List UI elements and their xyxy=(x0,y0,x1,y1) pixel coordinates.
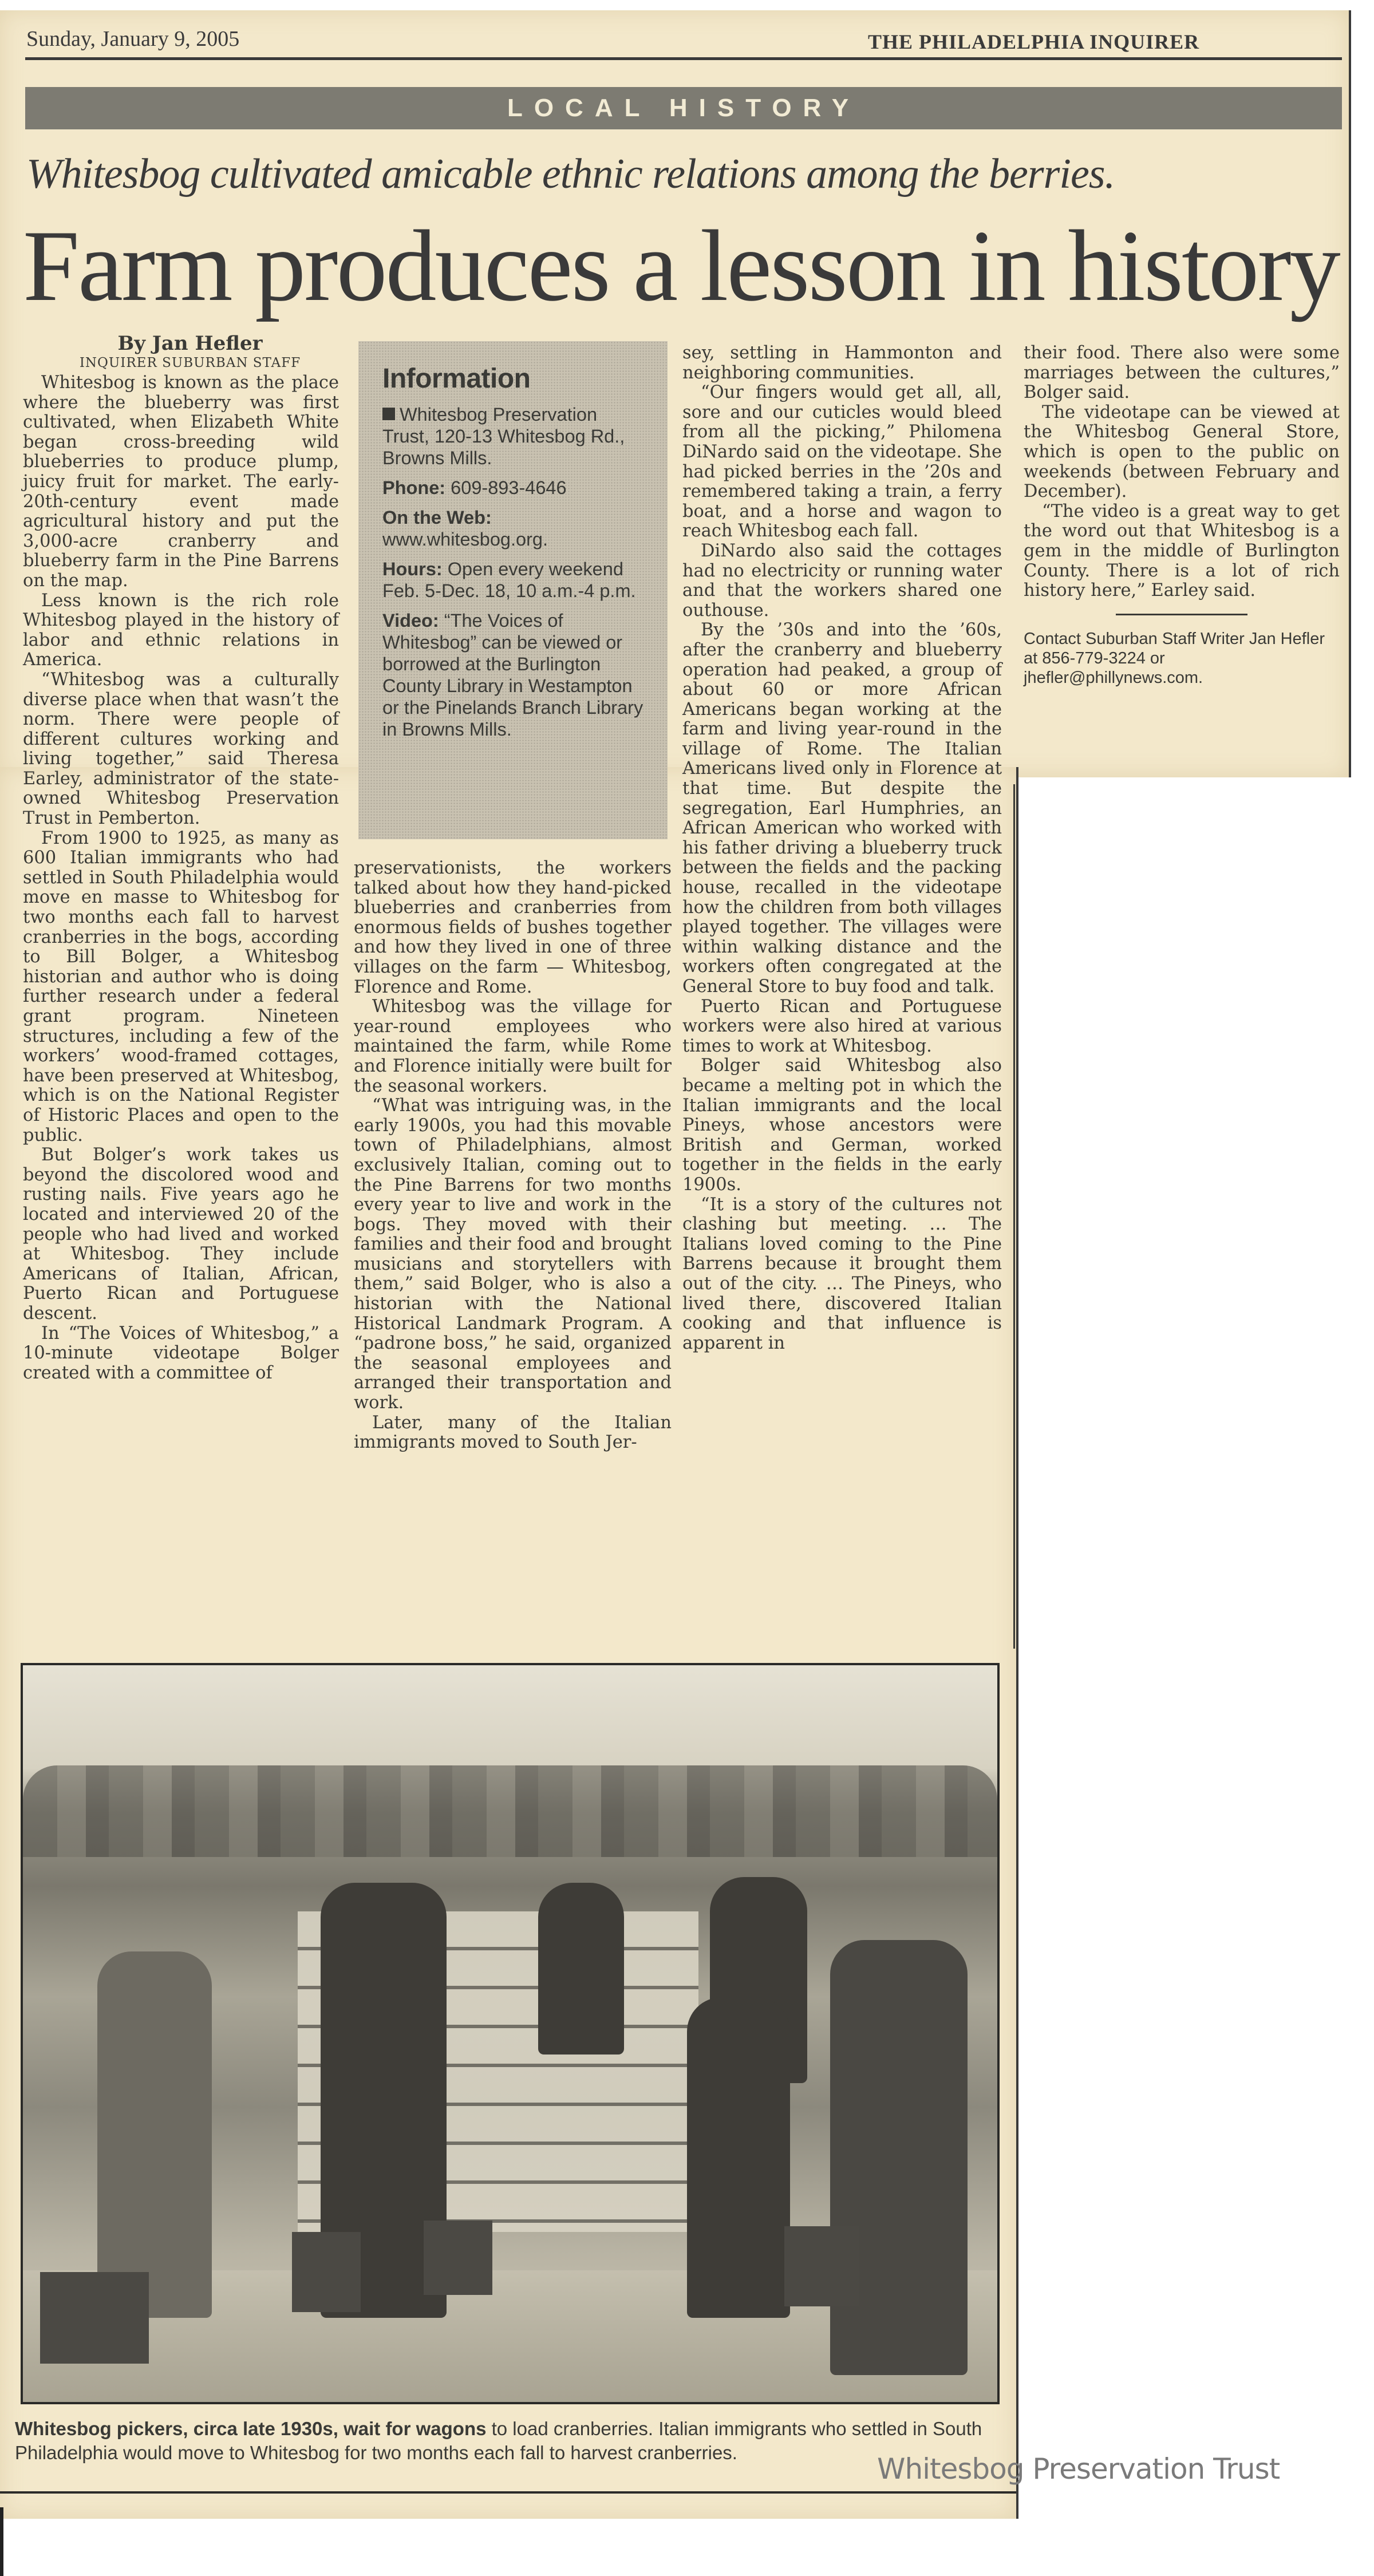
column-rule xyxy=(1013,784,1015,1649)
historic-photo-cranberry-pickers xyxy=(21,1663,1000,2404)
web-link[interactable]: www.whitesbog.org. xyxy=(382,529,548,550)
paragraph: Bolger said Whitesbog also became a melting pot in which the Italian immigrants and the local Pineys, whose ancestors were British and German, worked together in the fields in the early 1900s. xyxy=(682,1056,1002,1195)
caption-text: to load cranberries. Italian immigrants who settled in South Philadelphia would move to Whitesbog for two months each fall to harvest cranberries. xyxy=(15,2418,982,2463)
article-column-2 xyxy=(354,859,672,1453)
paragraph: sey, settling in Hammonton and neighboring communities. xyxy=(682,343,1002,383)
watermark: Whitesbog Preservation Trust xyxy=(877,2452,1280,2486)
infobox-hours: Hours: Open every weekend Feb. 5-Dec. 18, 10 a.m.-4 p.m. xyxy=(382,559,636,601)
paragraph: Less known is the rich role Whitesbog played in the history of labor and ethnic relations in America. xyxy=(23,590,339,670)
paragraph: “What was intriguing was, in the early 1900s, you had this movable town of Philadelphians, almost exclusively Italian, coming out to the Pine Barrens for two months every year to live and work in the bogs. They moved with their families and their food and brought musicians and storytellers with them,” said Bolger, who is also a historian with the National Historical Landmark Program. A “padrone boss,” he said, organized the seasonal employees and arranged their transportation and work. xyxy=(354,1096,672,1413)
paragraph: The videotape can be viewed at the Whitesbog General Store, which is open to the public on weekends (between February and December). xyxy=(1024,402,1340,502)
photo-crate xyxy=(424,2221,492,2295)
infobox-video: Video: “The Voices of Whitesbog” can be viewed or borrowed at the Burlington County Library in Westampton or the Pinelands Branch Library in Browns Mills. xyxy=(382,610,643,740)
photo-figure xyxy=(97,1951,212,2318)
paragraph: By the ’30s and into the ’60s, after the cranberry and blueberry operation had peaked, a group of about 60 or more African Americans began working at the farm and living year-round in the village of Rome. The Italian Americans lived only in Florence at that time. But despite the segregation, Earl Humphries, an African American who worked with his father driving a blueberry truck between the fields and the packing house, recalled in the videotape how the children from both villages played together. The villages were within walking distance and the workers often congregated at the General Store to buy food and talk. xyxy=(682,620,1002,997)
dateline: Sunday, January 9, 2005 xyxy=(26,27,240,51)
photo-crate xyxy=(40,2272,149,2364)
paragraph: Puerto Rican and Portuguese workers were also hired at various times to work at Whitesbog. xyxy=(682,996,1002,1056)
paragraph: Whitesbog is known as the place where the blueberry was first cultivated, when Elizabeth White began cross-breeding wild blueberries to produce plump, juicy fruit for market. The early-20th-century event made agricultural history and put the 3,000-acre cranberry and blueberry farm in the Pine Barrens on the map. xyxy=(23,373,339,591)
photo-tree-line xyxy=(23,1765,997,1857)
paragraph: Whitesbog was the village for year-round employees who maintained the farm, while Rome and Florence initially were built for the seasonal workers. xyxy=(354,997,672,1096)
article-column-4 xyxy=(1024,343,1340,688)
photo-crate xyxy=(784,2226,859,2306)
photo-figure xyxy=(687,1997,790,2318)
paragraph: Later, many of the Italian immigrants moved to South Jer- xyxy=(354,1412,672,1453)
paragraph: “It is a story of the cultures not clashing but meeting. … The Italians loved coming to the Pine Barrens because it brought them out of the city. … The Pineys, who lived there, discovered Italian cooking and that influence is apparent in xyxy=(682,1194,1002,1353)
infobox-address: Whitesbog Preservation Trust, 120-13 Whitesbog Rd., Browns Mills. xyxy=(382,404,625,468)
paragraph: DiNardo also said the cottages had no electricity or running water and that the workers shared one outhouse. xyxy=(682,540,1002,621)
photo-crate xyxy=(292,2232,361,2312)
article-headline: Farm produces a lesson in history xyxy=(23,209,1339,322)
caption-lead: Whitesbog pickers, circa late 1930s, wait for wagons xyxy=(15,2418,487,2439)
scan-edge xyxy=(0,2507,3,2576)
clipping-bottom-edge xyxy=(0,2491,1016,2494)
byline-staff: INQUIRER SUBURBAN STAFF xyxy=(79,355,301,370)
paragraph: “Whitesbog was a culturally diverse place when that wasn’t the norm. There were people of different cultures working and living together,” said Theresa Earley, administrator of the state-owned Whitesbog Preservation Trust in Pemberton. xyxy=(23,669,339,829)
section-label: LOCAL HISTORY xyxy=(507,94,860,122)
paragraph: “The video is a great way to get the word out that Whitesbog is a gem in the middle of Burlington County. There is a lot of rich history here,” Earley said. xyxy=(1024,501,1340,601)
phone-number: 609-893-4646 xyxy=(451,477,567,498)
article-column-1 xyxy=(23,332,339,1383)
information-box xyxy=(358,341,668,839)
section-banner xyxy=(25,87,1342,129)
byline-author: By Jan Hefler xyxy=(117,332,263,355)
paragraph: In “The Voices of Whitesbog,” a 10-minute videotape Bolger created with a committee of xyxy=(23,1323,339,1383)
paragraph: their food. There also were some marriages between the cultures,” Bolger said. xyxy=(1024,343,1340,403)
header-rule xyxy=(25,57,1342,60)
photo-caption xyxy=(15,2417,1005,2465)
infobox-web: On the Web: www.whitesbog.org. xyxy=(382,507,548,550)
paragraph: preservationists, the workers talked about how they hand-picked blueberries and cranberries from enormous fields of bushes together and how they lived in one of three villages on the farm — Whitesbog, Florence and Rome. xyxy=(354,858,672,997)
photo-figure xyxy=(830,1940,968,2375)
article-column-3 xyxy=(682,343,1002,1353)
byline xyxy=(23,332,339,371)
newspaper-name: THE PHILADELPHIA INQUIRER xyxy=(868,30,1200,53)
square-bullet-icon xyxy=(382,408,395,420)
paragraph: From 1900 to 1925, as many as 600 Italian immigrants who had settled in South Philadelphia would move en masse to Whitesbog for two months each fall to harvest cranberries in the bogs, according to Bill Bolger, a Whitesbog historian and author who is doing further research under a federal grant program. Nineteen structures, including a few of the workers’ wood-framed cottages, have been preserved at Whitesbog, which is on the National Register of Historic Places and open to the public. xyxy=(23,828,339,1145)
photo-figure xyxy=(538,1883,624,2055)
tagline-rule xyxy=(1116,614,1247,615)
infobox-phone: Phone: 609-893-4646 xyxy=(382,477,567,498)
article-deck: Whitesbog cultivated amicable ethnic relations among the berries. xyxy=(26,151,1115,197)
infobox-title: Information xyxy=(382,364,531,394)
paragraph: “Our fingers would get all, all, sore and our cuticles would bleed from all the picking,” Philomena DiNardo said on the videotape. She had picked berries in the ’20s and remembered taking a train, a ferry boat, and a horse and wagon to reach Whitesbog each fall. xyxy=(682,382,1002,542)
author-contact-tagline: Contact Suburban Staff Writer Jan Hefler at 856-779-3224 or jhefler@phillynews.com. xyxy=(1024,629,1325,687)
paragraph: But Bolger’s work takes us beyond the discolored wood and rusting nails. Five years ago he located and interviewed 20 of the people who had lived and worked at Whitesbog. They include Americans of Italian, African, Puerto Rican and Portuguese descent. xyxy=(23,1145,339,1323)
